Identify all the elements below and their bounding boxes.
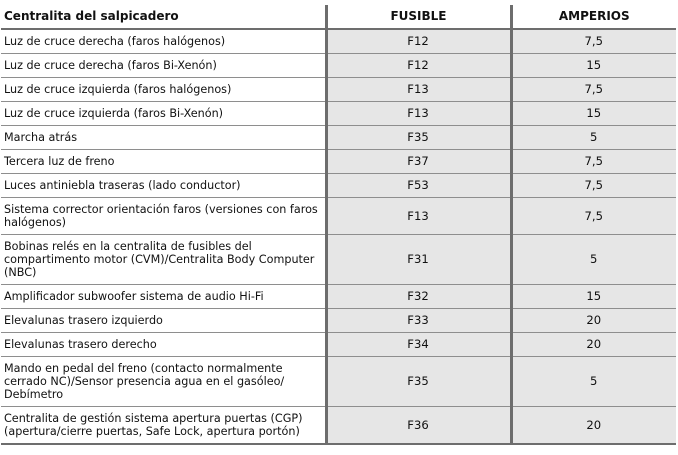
row-description: Amplificador subwoofer sistema de audio Hi-Fi bbox=[1, 285, 326, 309]
table-row bbox=[1, 235, 676, 285]
row-description: Elevalunas trasero derecho bbox=[1, 333, 326, 357]
table-row bbox=[1, 357, 676, 407]
row-fuse: F35 bbox=[326, 126, 511, 150]
row-fuse: F13 bbox=[326, 78, 511, 102]
row-amps: 5 bbox=[511, 126, 676, 150]
row-amps: 20 bbox=[511, 407, 676, 445]
row-description: Tercera luz de freno bbox=[1, 150, 326, 174]
row-fuse: F37 bbox=[326, 150, 511, 174]
row-fuse: F33 bbox=[326, 309, 511, 333]
table-row bbox=[1, 198, 676, 235]
row-amps: 15 bbox=[511, 54, 676, 78]
table-row bbox=[1, 126, 676, 150]
row-amps: 7,5 bbox=[511, 150, 676, 174]
row-fuse: F13 bbox=[326, 102, 511, 126]
column-header-amps: AMPERIOS bbox=[511, 5, 676, 29]
column-header-fuse: FUSIBLE bbox=[326, 5, 511, 29]
table-row bbox=[1, 285, 676, 309]
row-fuse: F31 bbox=[326, 235, 511, 285]
row-description: Luces antiniebla traseras (lado conductor) bbox=[1, 174, 326, 198]
row-fuse: F36 bbox=[326, 407, 511, 445]
column-header-description: Centralita del salpicadero bbox=[1, 5, 326, 29]
row-amps: 7,5 bbox=[511, 78, 676, 102]
row-amps: 20 bbox=[511, 333, 676, 357]
row-description: Luz de cruce izquierda (faros halógenos) bbox=[1, 78, 326, 102]
row-amps: 7,5 bbox=[511, 29, 676, 54]
row-description: Mando en pedal del freno (contacto normalmente cerrado NC)/Sensor presencia agua en el gasóleo/ Debímetro bbox=[1, 357, 326, 407]
row-fuse: F12 bbox=[326, 54, 511, 78]
row-amps: 15 bbox=[511, 285, 676, 309]
row-description: Bobinas relés en la centralita de fusibles del compartimento motor (CVM)/Centralita Body Computer (NBC) bbox=[1, 235, 326, 285]
row-description: Sistema corrector orientación faros (versiones con faros halógenos) bbox=[1, 198, 326, 235]
row-fuse: F12 bbox=[326, 29, 511, 54]
table-row bbox=[1, 78, 676, 102]
row-amps: 5 bbox=[511, 235, 676, 285]
row-amps: 7,5 bbox=[511, 174, 676, 198]
table-row bbox=[1, 309, 676, 333]
table-row bbox=[1, 29, 676, 54]
row-fuse: F34 bbox=[326, 333, 511, 357]
row-amps: 20 bbox=[511, 309, 676, 333]
row-amps: 7,5 bbox=[511, 198, 676, 235]
table-row bbox=[1, 102, 676, 126]
row-description: Centralita de gestión sistema apertura puertas (CGP) (apertura/cierre puertas, Safe Lock, apertura portón) bbox=[1, 407, 326, 445]
row-description: Marcha atrás bbox=[1, 126, 326, 150]
row-amps: 15 bbox=[511, 102, 676, 126]
table-row bbox=[1, 54, 676, 78]
table-row bbox=[1, 150, 676, 174]
row-description: Elevalunas trasero izquierdo bbox=[1, 309, 326, 333]
table-row bbox=[1, 174, 676, 198]
row-fuse: F13 bbox=[326, 198, 511, 235]
row-description: Luz de cruce derecha (faros halógenos) bbox=[1, 29, 326, 54]
row-amps: 5 bbox=[511, 357, 676, 407]
fuse-table bbox=[1, 5, 676, 445]
table-header-row bbox=[1, 5, 676, 29]
table-row bbox=[1, 407, 676, 445]
row-fuse: F35 bbox=[326, 357, 511, 407]
table-row bbox=[1, 333, 676, 357]
row-description: Luz de cruce derecha (faros Bi-Xenón) bbox=[1, 54, 326, 78]
row-description: Luz de cruce izquierda (faros Bi-Xenón) bbox=[1, 102, 326, 126]
row-fuse: F32 bbox=[326, 285, 511, 309]
row-fuse: F53 bbox=[326, 174, 511, 198]
